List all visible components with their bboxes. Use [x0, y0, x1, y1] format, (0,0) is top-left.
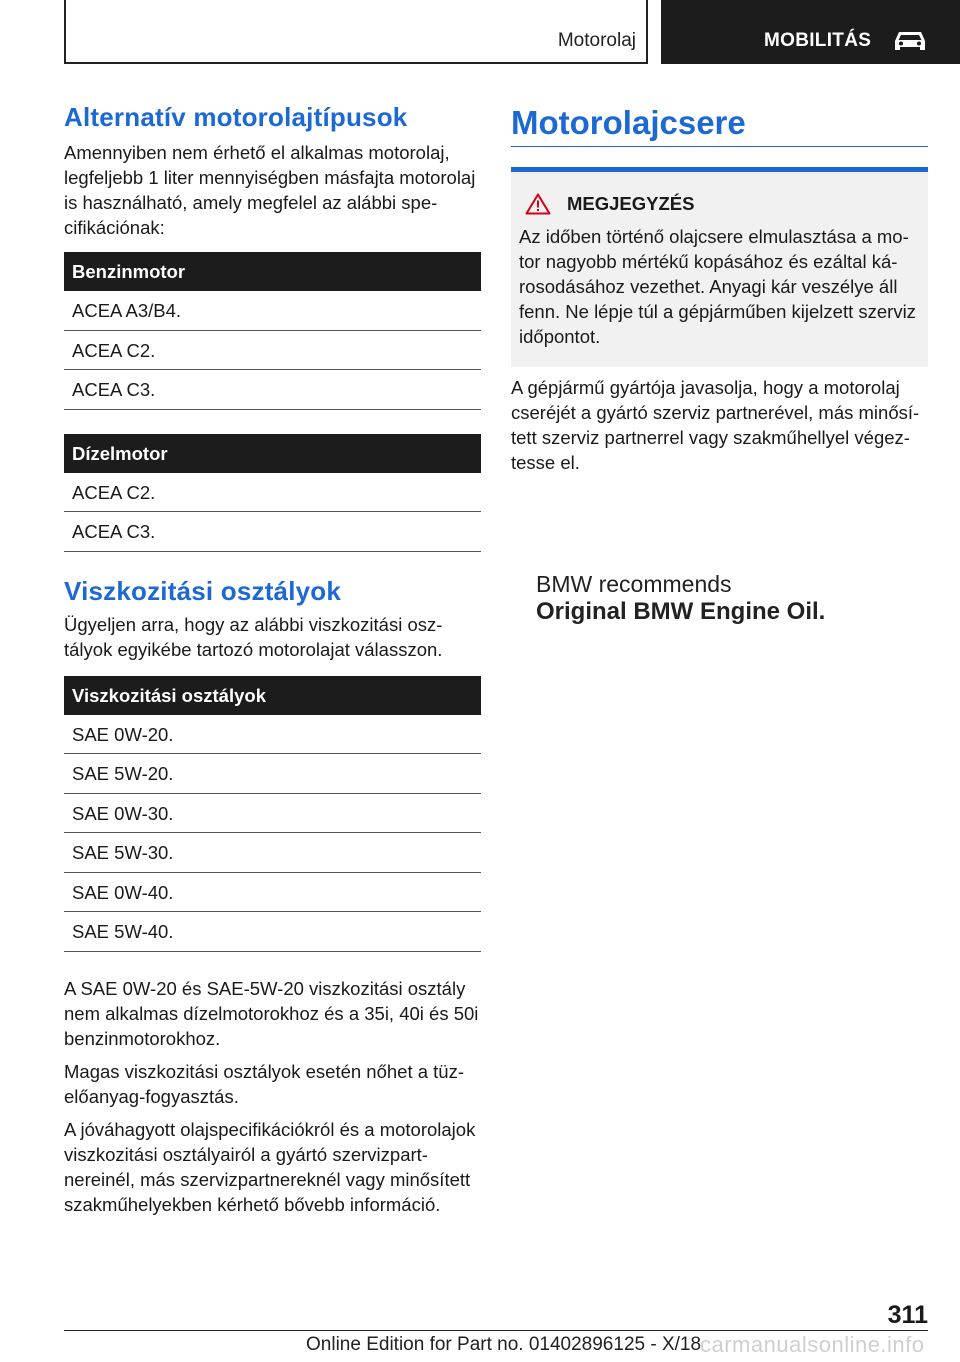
table-row: ACEA A3/B4. — [64, 291, 481, 331]
table-row: ACEA C2. — [64, 473, 481, 513]
left-column — [64, 100, 481, 1217]
header-title-box — [64, 0, 648, 64]
ad-line-2: Original BMW Engine Oil. — [536, 598, 826, 625]
heading-oil-change: Motorolajcsere — [511, 104, 746, 141]
table-row: ACEA C3. — [64, 512, 481, 552]
table-row: SAE 5W-30. — [64, 833, 481, 873]
header-section: MOBILITÁS — [764, 30, 872, 51]
table-diesel — [64, 434, 481, 552]
table-header: Viszkozitási osztályok — [64, 676, 481, 715]
table-row: SAE 5W-40. — [64, 912, 481, 952]
note-header — [519, 192, 920, 216]
note-box — [511, 172, 928, 367]
table-viscosity — [64, 676, 481, 952]
header-section-box — [661, 0, 960, 64]
car-icon — [892, 28, 928, 54]
table-row: ACEA C2. — [64, 331, 481, 371]
table-row: SAE 5W-20. — [64, 754, 481, 794]
heading-rule — [511, 146, 928, 147]
warning-triangle-icon — [525, 193, 551, 215]
bmw-recommends-logo — [536, 570, 825, 626]
right-column — [511, 100, 928, 475]
paragraph-viscosity: Ügyeljen arra, hogy az alábbi viszkozitási osztályok egyikébe tartozó motorolajat válasszon. — [64, 613, 443, 660]
heading-viscosity: Viszkozitási osztályok — [64, 575, 342, 606]
paragraph-oil-change: A gépjármű gyártója javasolja, hogy a motorolaj cseréjét a gyártó szerviz partnerével, más minősített szerviz partnerrel vagy szakműhellyel végeztesse el. — [511, 377, 920, 473]
note-title: MEGJEGYZÉS — [567, 193, 695, 214]
table-row: SAE 0W-30. — [64, 794, 481, 834]
page-number: 311 — [887, 1301, 928, 1329]
footer-rule — [64, 1330, 928, 1331]
footer-edition: Online Edition for Part no. 01402896125 - X/18 — [306, 1334, 702, 1355]
ad-line-1: BMW recommends — [536, 571, 732, 597]
note-text: Az időben történő olajcsere elmulasztása a motor nagyobb mértékű kopásához és ezáltal károsodásához vezethet. Anyagi kár veszélye áll fenn. Ne lépje túl a gépjárműben kijelzett szerviz időpontot. — [519, 226, 916, 347]
table-row: ACEA C3. — [64, 370, 481, 410]
header-title: Motorolaj — [557, 30, 636, 51]
table-header: Benzinmotor — [64, 252, 481, 291]
paragraph-viscosity-note: A SAE 0W-20 és SAE-5W-20 viszkozitási osztály nem alkalmas dízelmotorokhoz és a 35i, 40i és 50i benzinmotorokhoz. — [64, 977, 479, 1049]
heading-alternative-oils: Alternatív motorolajtípusok — [64, 102, 408, 132]
paragraph-information: A jóváhagyott olajspecifikációkról és a motorolajok viszkozitási osztályairól a gyártó szervizpartnereinél, más szervizpartnereknél vagy minősített szakműhelyekben kérhető bővebb információ. — [64, 1118, 476, 1215]
table-row: SAE 0W-40. — [64, 873, 481, 913]
table-header: Dízelmotor — [64, 434, 481, 473]
paragraph-consumption: Magas viszkozitási osztályok esetén nőhet a tüzelőanyag-fogyasztás. — [64, 1060, 465, 1107]
table-petrol — [64, 252, 481, 410]
table-row: SAE 0W-20. — [64, 715, 481, 755]
paragraph-alternative-oils: Amennyiben nem érhető el alkalmas motorolaj, legfeljebb 1 liter mennyiségben másfajta motorolaj is használható, amely megfelel az alábbi specifikációnak: — [64, 142, 476, 238]
watermark: carmanualsonline.info — [700, 1332, 925, 1357]
